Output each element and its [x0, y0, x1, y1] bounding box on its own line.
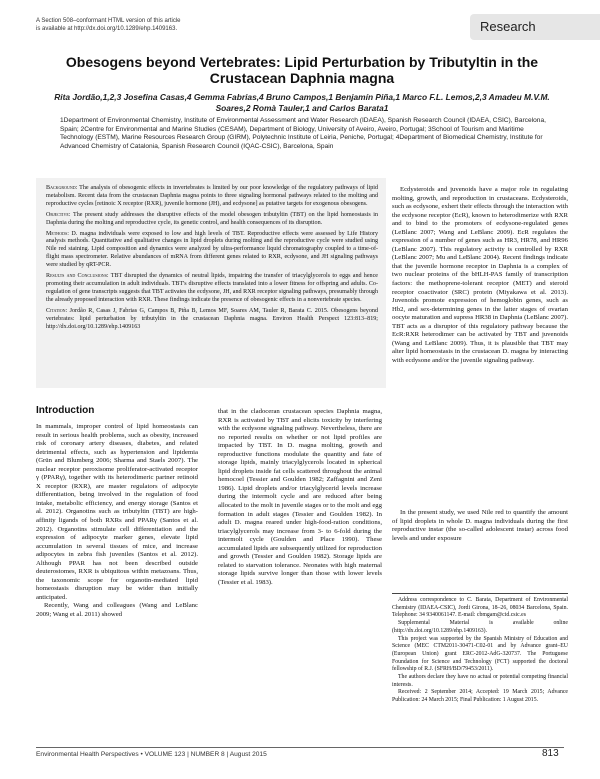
correspondence-footnote: [392, 593, 568, 705]
author-list: Rita Jordão,1,2,3 Josefina Casas,4 Gemma Fabrias,4 Bruno Campos,1 Benjamín Piña,1 Marco F.L. Lemos,2,3 Amadeu M.V.M. Soares,2 Romà Tauler,1 and Carlos Barata1: [54, 92, 550, 113]
intro-paragraph-1: In mammals, improper control of lipid homeostasis can result in serious health problems, such as obesity, increased risk of coronary artery diseases, diabetes, and related detrimental effects, such as hypertension and lipidemia (Grün and Blumberg 2006; Sharma and Staels 2007). The nuclear receptor peroxisome proliferator-activated receptor γ (PPARγ), together with its heterodimeric partner retinoid X receptor (RXR), are master regulators of adipocyte differentiation, being involved in the regulation of food intake, metabolic efficiency, and energy storage (Santos et al. 2012). Organotins such as tributyltin (TBT) are high-affinity ligands of both RXRs and PPARγ (Santos et al. 2012). Organotins stimulate cell differentiation and the expression of adipocyte marker genes, elevate lipid accumulation in several tissues of mice, and increase adipocytes in zebra fish juveniles (Santos et al. 2012). Although PPAR has not been described outside deuterostomes, RXR is ubiquitous within metazoans. Thus, the taxonomic scope for organotin-mediated lipid homeostasis disruption may be wider than initially anticipated.: [36, 423, 198, 601]
label-background: Background:: [46, 185, 78, 191]
affiliations: 1Department of Environmental Chemistry, Institute of Environmental Assessment and Water Research (IDAEA), Spanish Research Council (IDAEA, CSIC), Barcelona, Spain; 2Centre for Environmental and Marine Studies (CESAM), Department of Biology, University of Aveiro, Aveiro, Portugal; 3School of Tourism and Maritime Technology (ESTM), Marine Resources Research Group (GIRM), Polytechnic Institute of Leiria, Peniche, Portugal; 4Department of Biomedical Chemistry, Institute for Advanced Chemistry of Catalonia, Spanish Research Council (IQAC-CSIC), Barcelona, Spain: [60, 117, 546, 150]
introduction-heading: Introduction: [36, 405, 95, 416]
intro-paragraph-2: Recently, Wang and colleagues (Wang and LeBlanc 2009; Wang et al. 2011) showed: [36, 602, 198, 619]
background-text: The analysis of obesogenic effects in invertebrates is limited by our poor knowledge of the regulatory pathways of lipid metabolism. Recent data from the crustacean Daphnia magna points to three signaling hormonal pathways related to the molting and reproductive cycles [retinoic X receptor (RXR), juvenile hormone (JH), and ecdysone] as putative targets for exogenous obesogens.: [46, 185, 378, 207]
label-methods: Methods:: [46, 230, 69, 237]
abstract-background: [46, 185, 378, 209]
middle-column-text: [218, 408, 382, 587]
section-label: Research: [470, 14, 600, 40]
footnote-competing-interests: The authors declare they have no actual or potential competing financial interests.: [392, 674, 568, 688]
footnote-dates: Received: 2 September 2014; Accepted: 19 March 2015; Advance Publication: 24 March 2015; Final Publication: 1 August 2015.: [392, 689, 568, 704]
citation-text: Jordão R, Casas J, Fabrias G, Campos B, Piña B, Lemos MF, Soares AM, Tauler R, Barata C. 2015. Obesogens beyond vertebrates: lipid perturbation by tributyltin in the crustacean Daphnia magna. Environ Health Perspect 123:813–819; http://dx.doi.org/10.1289/ehp.1409163: [46, 307, 378, 330]
footnote-supplemental: Supplemental Material is available online (http://dx.doi.org/10.1289/ehp.1409163).: [392, 620, 568, 634]
footer-divider: [36, 747, 564, 748]
right-paragraph-2: In the present study, we used Nile red to quantify the amount of lipid droplets in whole D. magna individuals during the first reproductive instar (the so-called adolescent instar) across food levels and under exposure: [392, 509, 568, 542]
objective-text: The present study addresses the disruptive effects of the model obesogen tributyltin (TBT) on the lipid homeostasis in Daphnia during the molting and reproductive cycle, its genetic control, and health consequences of its disruption.: [46, 211, 378, 226]
abstract-results: [46, 273, 378, 305]
right-paragraph-1: Ecdysteroids and juvenoids have a major role in regulating molting, growth, and reproduction in crustaceans. Ecdysteroids, such as ecdysone, exhert their effects through the interaction with the ecdysone receptor (EcR), known to heterodimerize with RXR and to bind to the promoters of ecdysone-regulated genes (LeBlanc 2007; Wang and LeBlanc 2009). EcR regulates the expression of a number of genes such as HR3, HR78, and HR96 (LeBlanc 2007). This regulatory activity is controlled by RXR (LeBlanc 2007; Mu and LeBlanc 2004). Recent findings indicate that the juvenile hormone receptor in Daphnia is a complex of two nuclear proteins of the bHLH-PAS family of transcription factors: the methoprene-tolerant receptor (MET) and steroid receptor coactivator (SRC) protein (Miyakawa et al. 2013). Juvenoids promote expression of hemoglobin genes, such as Hb2, and sex-determining genes in the latter stages of ovarian oocyte maturation and supress HR38 in Daphnia (LeBlanc 2007). TBT acts as a disruptor of this regulatory pathway because the EcR:RXR heterodimer can be activated by TBT and juvenoids (Wang and LeBlanc 2009). Thus, it is plausible that TBT may alter lipid homeostasis in the crustacean D. magna by interacting with ecdysone and/or the juvenile signaling pathway.: [392, 186, 568, 364]
label-results: Results and Conclusions:: [46, 273, 109, 280]
methods-text: D. magna individuals were exposed to low and high levels of TBT. Reproductive effects were assessed by Life History analysis methods. Quantitative and qualitative changes in lipid droplets during molting and the reproductive cycle were studied using Nile red staining. Lipid composition and dynamics were analyzed by ultra-performance liquid chromatography coupled to a time-of-flight mass spectrometer. Relative abundances of mRNA from different genes related to RXR, ecdysone, and JH signaling pathways were studied by qRT-PCR.: [46, 230, 378, 269]
notice-line-2[interactable]: is available at http://dx.doi.org/10.1289/ehp.1409163.: [36, 26, 178, 32]
abstract-methods: [46, 231, 378, 271]
label-citation: Citation:: [46, 307, 68, 314]
footnote-funding: This project was supported by the Spanish Ministry of Education and Science (MEC CTM2011-30471-C02-01 and by Advance grant–EU (European Union) grant ERC-2012-AdG-320737. The Portuguese Foundation for Science and Technology (FCT) supported the doctoral fellowship of R.J. (SFRH/BD/79453/2011).: [392, 635, 568, 673]
left-column-text: [36, 423, 198, 620]
footnote-address: Address correspondence to C. Barata, Department of Environmental Chemistry (IDAEA-CSIC), Jordi Girona, 18–26, 08034 Barcelona, Spain. Telephone: 34 9340061147. E-mail: cbmgam@cid.csic.es: [392, 597, 568, 619]
middle-paragraph: that in the cladoceran crustacean species Daphnia magna, RXR is activated by TBT and elicits toxicity by interfering with the ecdysone signaling pathway. Nevertheless, there are no reported results on whether or not lipid profiles are impacted by TBT. In D. magna molting, growth and reproductive functions modulate the quantity and fate of storage lipids, mainly triacylglycerols located in spherical lipid droplets inside fat cells scattered throughout the animal hemocoel (Tessier and Goulden 1982; Zaffagnini and Zeni 1986). Lipid droplets and/or triacylglycerid levels increase during the intermolt cycle and are reduced after being allocated to the molt in juvenile stages or to the molt and egg formation in adult stages (Tessier and Goulden 1982). In adult D. magna reared under high-food-ration conditions, triacylglycerols may increase from 3- to 6-fold during the intermolt cycle (Goulden and Place 1990). These accumulated lipids are subsequently utilized for reproduction and growth (Tessier and Goulden 1982). Storage lipids are related to starvation tolerance. Neonates with high maternal storage lipids survive longer than those with lower levels (Tessier et al. 1983).: [218, 408, 382, 586]
journal-footer: Environmental Health Perspectives • VOLUME 123 | NUMBER 8 | August 2015: [36, 751, 267, 758]
html-version-notice: [36, 17, 286, 33]
label-objective: Objective:: [46, 211, 71, 218]
right-column-text: [392, 186, 568, 365]
abstract: [46, 185, 378, 334]
page-number: 813: [542, 748, 559, 759]
notice-line-1: A Section 508–conformant HTML version of this article: [36, 18, 181, 24]
results-text: TBT disrupted the dynamics of neutral lipids, impairing the transfer of triacylglycerols to eggs and hence promoting their accumulation in adult individuals. TBT's disruptive effects translated into a lower fitness for offspring and adults. Co-regulation of gene transcripts suggests that TBT activates the ecdysone, JH, and RXR receptor signaling pathways, presumably through the already proposed interaction with RXR. These findings indicate the presence of obesogenic effects in a nonvertebrate species.: [46, 273, 379, 303]
abstract-objective: [46, 212, 378, 228]
right-column-text-lower: [392, 509, 568, 543]
article-title: Obesogens beyond Vertebrates: Lipid Perturbation by Tributyltin in the Crustacean Daphnia magna: [65, 54, 539, 86]
abstract-citation: [46, 308, 378, 332]
